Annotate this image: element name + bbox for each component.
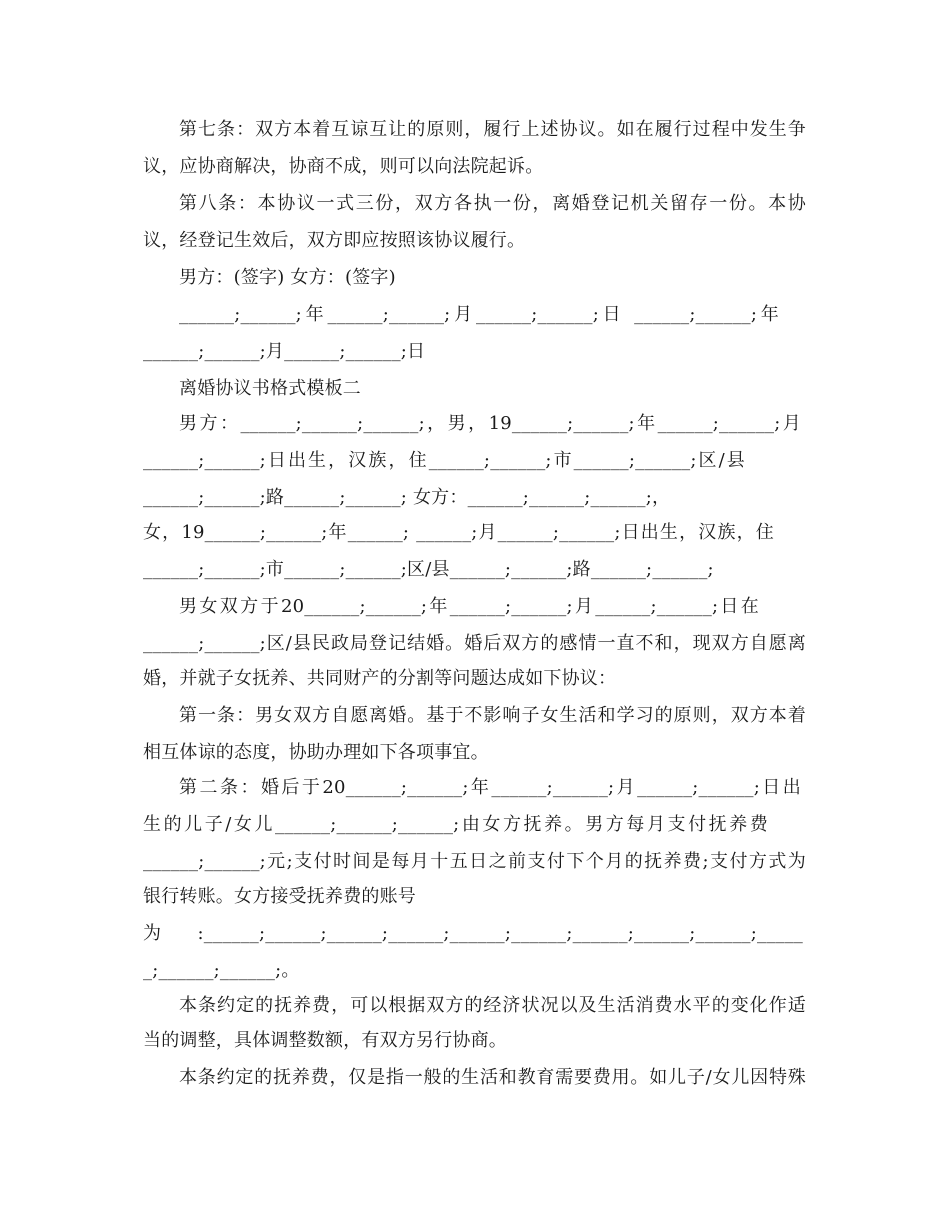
paragraph-article2-line4: 银行转账。女方接受抚养费的账号 (143, 886, 416, 907)
marriage-registration-line3: 婚，并就子女抚养、共同财产的分割等问题达成如下协议： (143, 668, 617, 689)
paragraph-article8-line1: 第八条：本协议一式三份，双方各执一份，离婚登记机关留存一份。本协 (179, 193, 806, 214)
paragraph-article8-line2: 议，经登记生效后，双方即应按照该协议履行。 (143, 230, 526, 251)
paragraph-article1-line1: 第一条：男女双方自愿离婚。基于不影响子女生活和学习的原则，双方本着 (179, 705, 806, 726)
party-info-line4: 女，19______;______;年______; ______;月______;______;日出生，汉族，住 (143, 522, 774, 543)
paragraph-article1-line2: 相互体谅的态度，协助办理如下各项事宜。 (143, 742, 489, 763)
signature-line: 男方：(签字) 女方：(签字) (179, 267, 396, 288)
account-number-line2: _;______;______;。 (143, 960, 300, 981)
section-title-template2: 离婚协议书格式模板二 (179, 378, 361, 399)
party-info-line2: ______;______;日出生，汉族，住______;______;市______;______;区/县 (143, 450, 745, 471)
date-blanks-line1: ______;______;年______;______;月______;______;日 ______;______;年 (179, 304, 779, 325)
marriage-registration-line2: ______;______;区/县民政局登记结婚。婚后双方的感情一直不和，现双方自愿离 (143, 633, 806, 654)
party-info-line5: ______;______;市______;______;区/县______;______;路______;______; (143, 559, 714, 580)
paragraph-support-adjust-line1: 本条约定的抚养费，可以根据双方的经济状况以及生活消费水平的变化作适 (179, 995, 806, 1016)
paragraph-article2-line1: 第二条：婚后于20______;______;年______;______;月______;______;日出 (179, 777, 801, 798)
account-number-line1: 为:______;______;______;______;______;______;______;______;______;_____ (143, 923, 803, 944)
marriage-registration-line1: 男女双方于20______;______;年______;______;月______;______;日在 (179, 596, 759, 617)
party-info-line3: ______;______;路______;______; 女方：______;______;______;， (143, 487, 671, 508)
paragraph-article7-line1: 第七条：双方本着互谅互让的原则，履行上述协议。如在履行过程中发生争 (179, 119, 806, 140)
paragraph-article7-line2: 议，应协商解决，协商不成，则可以向法院起诉。 (143, 156, 544, 177)
paragraph-article2-line2: 生的儿子/女儿______;______;______;由女方抚养。男方每月支付抚养费 (143, 814, 768, 835)
date-blanks-line2: ______;______;月______;______;日 (143, 341, 426, 362)
paragraph-support-scope-line1: 本条约定的抚养费，仅是指一般的生活和教育需要费用。如儿子/女儿因特殊 (179, 1067, 806, 1088)
paragraph-article2-line3: ______;______;元;支付时间是每月十五日之前支付下个月的抚养费;支付方式为 (143, 851, 806, 872)
paragraph-support-adjust-line2: 当的调整，具体调整数额，有双方另行协商。 (143, 1030, 507, 1051)
party-info-line1: 男方：______;______;______;，男，19______;______;年______;______;月 (179, 413, 801, 434)
